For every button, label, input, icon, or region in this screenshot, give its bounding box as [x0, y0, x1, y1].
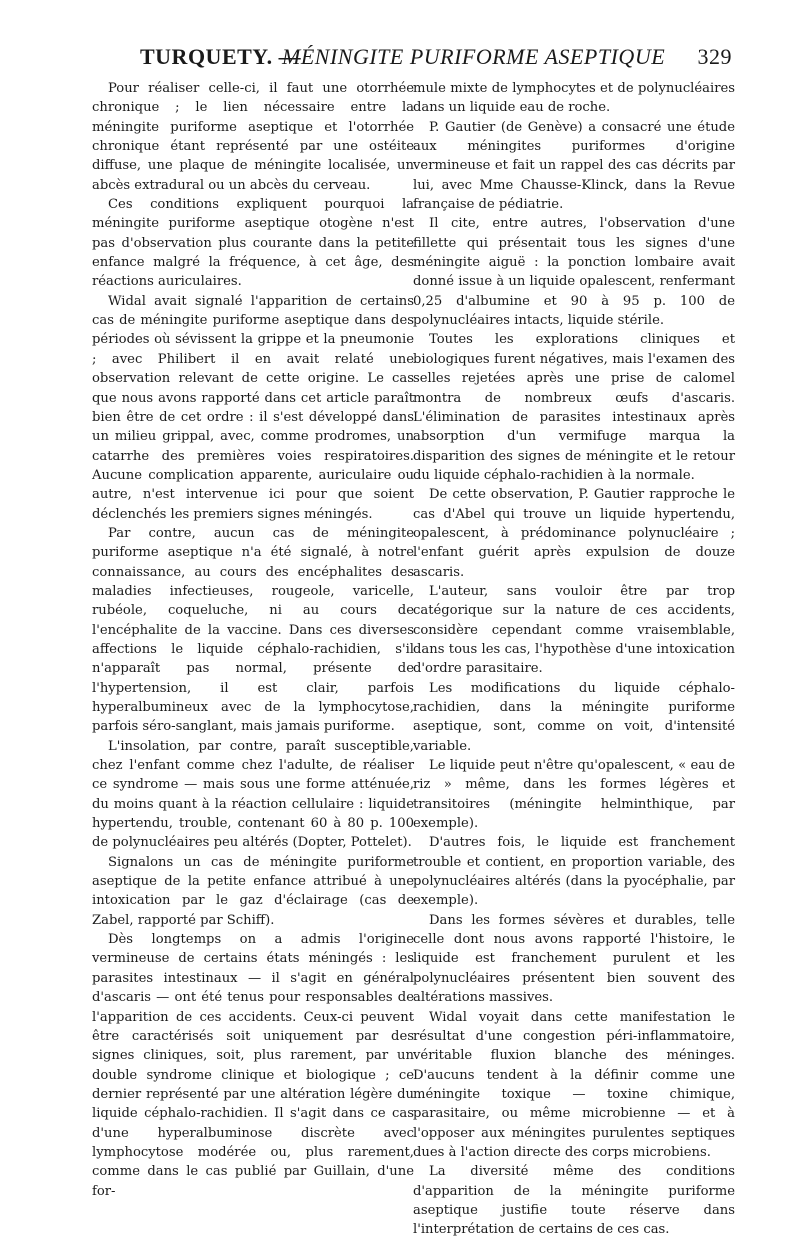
- paragraph: L'insolation, par contre, paraît susceptible, chez l'enfant comme chez l'adulte, de réaliser ce syndrome — mais sous une forme atténuée, du moins quant à la réaction cellulaire : liquide hypertendu, trouble, contenant 60 à 80 p. 100 de polynucléaires peu altérés (Dopter, Pottelet).: [92, 738, 414, 851]
- paragraph: Signalons un cas de méningite puriforme aseptique de la petite enfance attribué à une intoxication par le gaz d'éclairage (cas de Zabel, rapporté par Schiff).: [92, 854, 414, 928]
- paragraph: Dès longtemps on a admis l'origine vermineuse de certains états méningés : les parasites intestinaux — il s'agit en général d'ascaris — ont été tenus pour responsables de l'apparition de ces accidents. Ceux-ci peuvent être caractérisés soit uniquement par des signes cliniques, soit, plus rarement, par un double syndrome clinique et biologique ; ce dernier représenté par une altération légère du liquide céphalo-rachidien. Il s'agit dans ce cas d'une hyperalbuminose discrète avec lymphocytose modérée ou, plus rarement, comme dans le cas publié par Guillain, d'une for-: [92, 932, 414, 1199]
- paragraph: P. Gautier (de Genève) a consacré une étude aux méningites puriformes d'origine vermineuse et fait un rappel des cas décrits par lui, avec Mme Chausse-Klinck, dans la Revue française de pédiatrie.: [413, 119, 735, 213]
- right-column: [413, 79, 735, 1240]
- paragraph: Ces conditions expliquent pourquoi la méningite puriforme aseptique otogène n'est pas d'observation plus courante dans la petite enfance malgré la fréquence, à cet âge, des réactions auriculaires.: [92, 197, 414, 290]
- paragraph: Toutes les explorations cliniques et biologiques furent négatives, mais l'examen des selles rejetées après une prise de calomel montra de nombreux œufs d'ascaris. L'élimination de parasites intestinaux après absorption d'un vermifuge marqua la disparition des signes de méningite et le retour du liquide céphalo-rachidien à la normale.: [413, 332, 735, 483]
- paragraph: La diversité même des conditions d'apparition de la méningite puriforme aseptique justifie toute réserve dans l'interprétation de certains de ces cas.: [413, 1164, 735, 1238]
- paragraph: Il cite, entre autres, l'observation d'une fillette qui présentait tous les signes d'une méningite aiguë : la ponction lombaire avait donné issue à un liquide opalescent, renfermant 0,25 d'albumine et 90 à 95 p. 100 de polynucléaires intacts, liquide stérile.: [413, 216, 735, 329]
- running-header: [92, 44, 732, 76]
- page-number: 329: [697, 44, 732, 69]
- paragraph: D'autres fois, le liquide est franchement trouble et contient, en proportion variable, des polynucléaires altérés (dans la pyocéphalie, par exemple).: [413, 835, 735, 909]
- header-author: TURQUETY. —: [140, 44, 302, 69]
- paragraph: Les modifications du liquide céphalo-rachidien, dans la méningite puriforme aseptique, sont, comme on voit, d'intensité variable.: [413, 680, 735, 754]
- paragraph: Par contre, aucun cas de méningite puriforme aseptique n'a été signalé, à notre connaissance, au cours des encéphalites des maladies infectieuses, rougeole, varicelle, rubéole, coqueluche, ni au cours de l'encéphalite de la vaccine. Dans ces diverses affections le liquide céphalo-rachidien, s'il n'apparaît pas normal, présente de l'hypertension, il est clair, parfois hyperalbumineux avec de la lymphocytose, parfois séro-sanglant, mais jamais puriforme.: [92, 525, 414, 735]
- paragraph-continuation: mule mixte de lymphocytes et de polynucléaires dans un liquide eau de roche.: [413, 81, 735, 116]
- left-column: [92, 79, 414, 1201]
- paragraph: Widal avait signalé l'apparition de certains cas de méningite puriforme aseptique dans des périodes où sévissent la grippe et la pneumonie ; avec Philibert il en avait relaté une observation relevant de cette origine. Le cas que nous avons rapporté dans cet article paraît bien être de cet ordre : il s'est développé dans un milieu grippal, avec, comme prodromes, un catarrhe des premières voies respiratoires. Aucune complication apparente, auriculaire ou autre, n'est intervenue ici pour que soient déclenchés les premiers signes méningés.: [92, 293, 414, 522]
- paragraph: Pour réaliser celle-ci, il faut une otorrhée chronique ; le lien nécessaire entre la méningite puriforme aseptique et l'otorrhée chronique étant représenté par une ostéite diffuse, une plaque de méningite localisée, un abcès extradural ou un abcès du cerveau.: [92, 81, 414, 193]
- paragraph: L'auteur, sans vouloir être par trop catégorique sur la nature de ces accidents, considère cependant comme vraisemblable, dans tous les cas, l'hypothèse d'une intoxication d'ordre parasitaire.: [413, 583, 735, 677]
- paragraph: Le liquide peut n'être qu'opalescent, « eau de riz » même, dans les formes légères et transitoires (méningite helminthique, par exemple).: [413, 758, 735, 832]
- paragraph: Dans les formes sévères et durables, telle celle dont nous avons rapporté l'histoire, le liquide est franchement purulent et les polynucléaires présentent bien souvent des altérations massives.: [413, 912, 735, 1006]
- header-title: MÉNINGITE PURIFORME ASEPTIQUE: [282, 44, 666, 69]
- paragraph: Widal voyait dans cette manifestation le résultat d'une congestion péri-inflammatoire, véritable fluxion blanche des méninges. D'aucuns tendent à la définir comme une méningite toxique — toxine chimique, parasitaire, ou même microbienne — et à l'opposer aux méningites purulentes septiques dues à l'action directe des corps microbiens.: [413, 1009, 735, 1160]
- paragraph: De cette observation, P. Gautier rapproche le cas d'Abel qui trouve un liquide hypertendu, opalescent, à prédominance polynucléaire ; l'enfant guérit après expulsion de douze ascaris.: [413, 487, 735, 580]
